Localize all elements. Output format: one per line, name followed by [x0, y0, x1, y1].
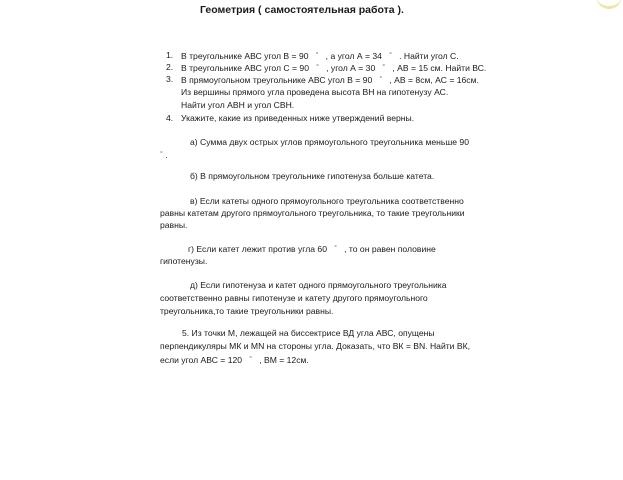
page-title: Геометрия ( самостоятельная работа ). — [200, 4, 404, 16]
task-5-line-3: если угол АВС = 120 ° , ВМ = 12см. — [160, 355, 309, 365]
statement-g: г) Если катет лежит против угла 60 ° , то он равен половине — [188, 244, 436, 254]
statement-a: а) Сумма двух острых углов прямоугольного треугольника меньше 90 — [190, 137, 469, 147]
statement-d-line-3: треугольника,то такие треугольники равны. — [160, 306, 334, 316]
list-number-4: 4. — [166, 113, 174, 123]
statement-d: д) Если гипотенуза и катет одного прямоугольного треугольника — [190, 280, 447, 290]
list-number-2: 2. — [166, 62, 174, 72]
task-2: В треугольнике АВС угол С = 90 ° , угол А = 30 ° , АВ = 15 см. Найти ВС. — [181, 63, 487, 73]
list-number-1: 1. — [166, 50, 174, 60]
statement-a-line-2: ° . — [160, 150, 168, 160]
statement-v-line-3: равны. — [160, 220, 188, 230]
statement-g-line-2: гипотенузы. — [160, 256, 208, 266]
corner-decoration — [596, 0, 622, 9]
task-3-line-2: Из вершины прямого угла проведена высота ВН на гипотенузу АС. — [181, 87, 449, 97]
task-1: В треугольнике АВС угол В = 90 ° , а угол А = 34 ° . Найти угол С. — [181, 51, 459, 61]
task-5-line-2: перпендикуляры МК и МN на стороны угла. Доказать, что ВК = ВN. Найти ВК, — [160, 341, 470, 351]
statement-v-line-2: равны катетам другого прямоугольного треугольника, то такие треугольники — [160, 208, 465, 218]
task-5: 5. Из точки М, лежащей на биссектрисе ВД угла АВС, опущены — [182, 328, 435, 338]
statement-b: б) В прямоугольном треугольнике гипотенуза больше катета. — [190, 171, 435, 181]
task-3-line-3: Найти угол АВН и угол СВН. — [181, 100, 295, 110]
statement-v: в) Если катеты одного прямоугольного треугольника соответственно — [190, 196, 464, 206]
task-3: В прямоугольном треугольнике АВС угол В = 90 ° , АВ = 8см, АС = 16см. — [181, 75, 479, 85]
list-number-3: 3. — [166, 74, 174, 84]
statement-d-line-2: соответственно равны гипотенузе и катету другого прямоугольного — [160, 293, 428, 303]
task-4: Укажите, какие из приведенных ниже утверждений верны. — [181, 113, 415, 123]
